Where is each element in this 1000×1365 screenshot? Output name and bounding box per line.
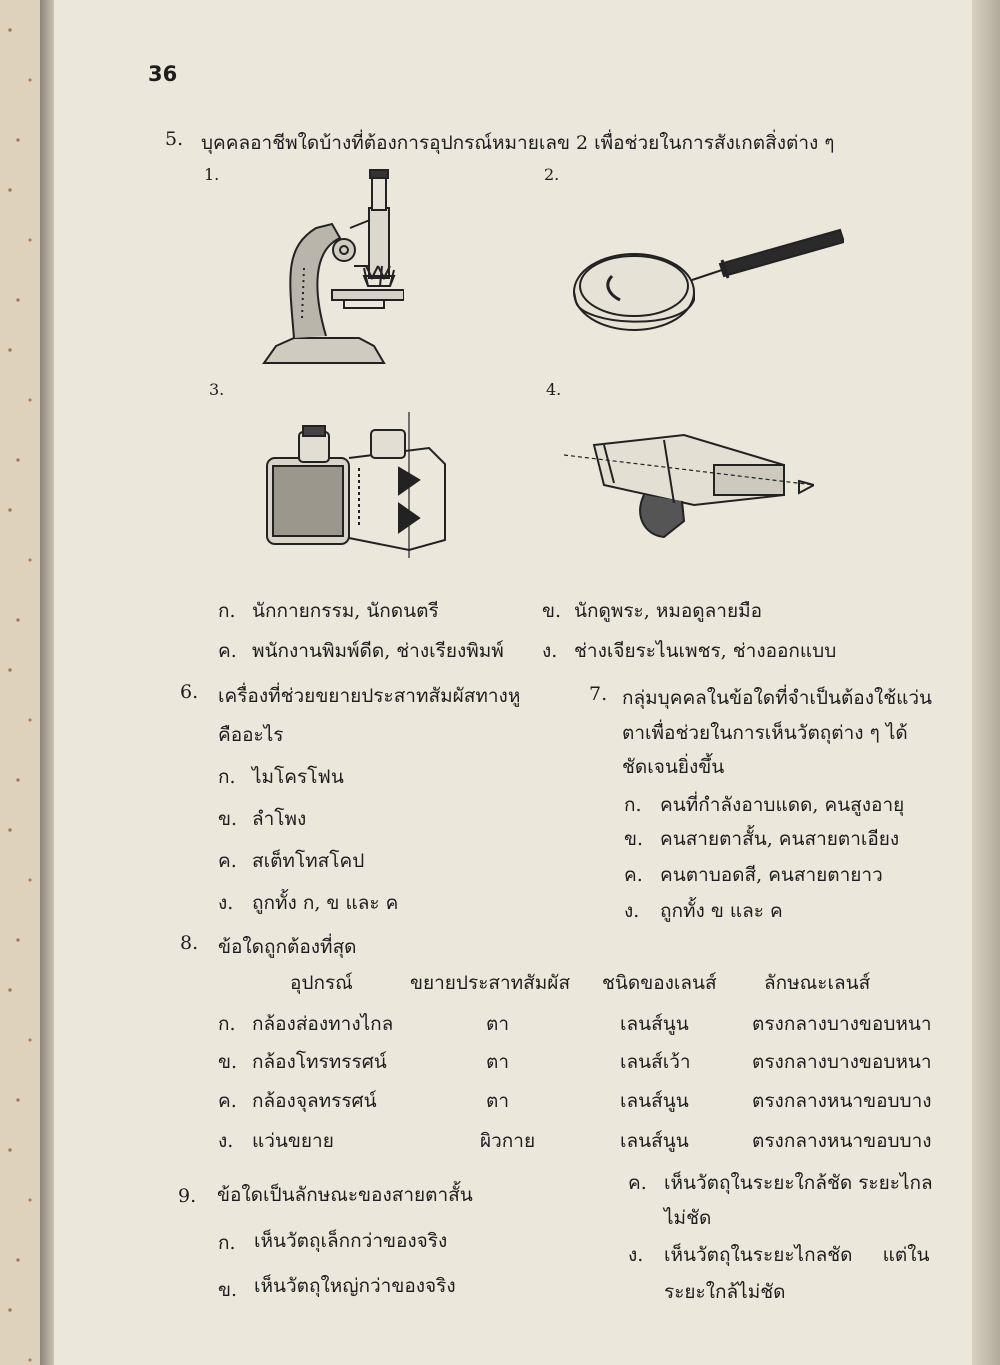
q8-row-a-sense: ตา (486, 1013, 510, 1035)
q8-row-d-device: แว่นขยาย (252, 1130, 334, 1152)
q8-number: 8. (180, 932, 199, 954)
q8-row-d-sense: ผิวกาย (480, 1130, 536, 1152)
q8-row-d-letter: ง. (218, 1130, 234, 1152)
q7-choice-b-letter: ข. (624, 828, 644, 850)
figure-label-3: 3. (209, 380, 225, 399)
q8-row-c-device: กล้องจุลทรรศน์ (252, 1090, 377, 1112)
q5-text: บุคคลอาชีพใดบ้างที่ต้องการอุปกรณ์หมายเลข 2 เพื่อช่วยในการสังเกตสิ่งต่าง ๆ (201, 132, 835, 154)
q8-row-c-feature: ตรงกลางหนาขอบบาง (752, 1090, 932, 1112)
q7-choice-d-text: ถูกทั้ง ข และ ค (660, 900, 783, 922)
q7-choice-c-letter: ค. (624, 864, 643, 886)
q8-row-c-letter: ค. (218, 1090, 237, 1112)
q9-choice-b-text: เห็นวัตถุใหญ่กว่าของจริง (254, 1275, 456, 1297)
q9-choice-c-line2: ไม่ชัด (664, 1207, 712, 1229)
q5-choice-c-letter: ค. (218, 640, 237, 662)
figure-label-1: 1. (204, 165, 220, 184)
magnifying-glass-icon (572, 220, 844, 340)
q6-choice-a-text: ไมโครโฟน (252, 766, 344, 788)
q9-choice-b-letter: ข. (218, 1279, 238, 1301)
q5-choice-b-text: นักดูพระ, หมอดูลายมือ (574, 600, 763, 622)
q5-choice-d-letter: ง. (542, 640, 558, 662)
q8-header-lens: ชนิดของเลนส์ (602, 972, 717, 994)
q9-choice-a-letter: ก. (218, 1232, 236, 1254)
q8-row-d-feature: ตรงกลางหนาขอบบาง (752, 1130, 932, 1152)
q9-choice-d-letter: ง. (628, 1244, 644, 1266)
q5-choice-b-letter: ข. (542, 600, 562, 622)
q5-choice-d-text: ช่างเจียระไนเพชร, ช่างออกแบบ (574, 640, 837, 662)
q8-row-b-lens: เลนส์เว้า (620, 1051, 691, 1073)
q7-choice-b-text: คนสายตาสั้น, คนสายตาเอียง (660, 828, 900, 850)
q9-choice-a-text: เห็นวัตถุเล็กกว่าของจริง (254, 1230, 448, 1252)
q8-header-sense: ขยายประสาทสัมผัส (410, 972, 571, 994)
q8-header-device: อุปกรณ์ (290, 972, 353, 994)
q5-choice-c-text: พนักงานพิมพ์ดีด, ช่างเรียงพิมพ์ (252, 640, 504, 662)
q8-row-a-lens: เลนส์นูน (620, 1013, 689, 1035)
document-page (54, 0, 972, 1365)
q8-row-a-device: กล้องส่องทางไกล (252, 1013, 394, 1035)
q6-number: 6. (180, 681, 199, 703)
q8-row-a-letter: ก. (218, 1013, 236, 1035)
q9-choice-c-letter: ค. (628, 1172, 647, 1194)
q6-choice-d-letter: ง. (218, 892, 234, 914)
binoculars-icon (259, 408, 449, 558)
q8-row-b-sense: ตา (486, 1051, 510, 1073)
q6-choice-a-letter: ก. (218, 766, 236, 788)
q7-choice-a-letter: ก. (624, 794, 642, 816)
q8-row-b-device: กล้องโทรทรรศน์ (252, 1051, 387, 1073)
q8-row-c-sense: ตา (486, 1090, 510, 1112)
q8-row-b-feature: ตรงกลางบางขอบหนา (752, 1051, 932, 1073)
q6-choice-d-text: ถูกทั้ง ก, ข และ ค (252, 892, 399, 914)
q8-text: ข้อใดถูกต้องที่สุด (218, 936, 357, 958)
q9-text: ข้อใดเป็นลักษณะของสายตาสั้น (217, 1184, 473, 1206)
q8-row-a-feature: ตรงกลางบางขอบหนา (752, 1013, 932, 1035)
page-number: 36 (148, 62, 178, 86)
q8-header-feature: ลักษณะเลนส์ (764, 972, 871, 994)
q7-choice-d-letter: ง. (624, 900, 640, 922)
q8-row-d-lens: เลนส์นูน (620, 1130, 689, 1152)
q7-choice-a-text: คนที่กำลังอาบแดด, คนสูงอายุ (660, 794, 905, 816)
microscope-icon (254, 168, 404, 378)
q8-row-c-lens: เลนส์นูน (620, 1090, 689, 1112)
q7-number: 7. (589, 683, 608, 705)
q6-choice-b-letter: ข. (218, 808, 238, 830)
q5-number: 5. (165, 128, 184, 150)
q7-line3: ชัดเจนยิ่งขึ้น (622, 756, 725, 778)
q6-choice-b-text: ลำโพง (252, 808, 307, 830)
q5-choice-a-letter: ก. (218, 600, 236, 622)
q6-line2: คืออะไร (218, 724, 284, 746)
q6-line1: เครื่องที่ช่วยขยายประสาทสัมผัสทางหู (218, 685, 521, 707)
q9-choice-d-line1: เห็นวัตถุในระยะไกลชัด แต่ใน (664, 1244, 930, 1266)
q6-choice-c-letter: ค. (218, 850, 237, 872)
q9-number: 9. (178, 1185, 197, 1207)
q5-choice-a-text: นักกายกรรม, นักดนตรี (252, 600, 439, 622)
telescope-icon (564, 425, 814, 545)
page-edge-right (972, 0, 1000, 1365)
q7-line2: ตาเพื่อช่วยในการเห็นวัตถุต่าง ๆ ได้ (622, 722, 908, 744)
q9-choice-c-line1: เห็นวัตถุในระยะใกล้ชัด ระยะไกล (664, 1172, 933, 1194)
figure-label-2: 2. (544, 165, 560, 184)
page-fold-shadow (40, 0, 54, 1365)
q7-line1: กลุ่มบุคคลในข้อใดที่จำเป็นต้องใช้แว่น (622, 687, 933, 709)
q9-choice-d-line2: ระยะใกล้ไม่ชัด (664, 1281, 786, 1303)
q7-choice-c-text: คนตาบอดสี, คนสายตายาว (660, 864, 883, 886)
figure-label-4: 4. (546, 380, 562, 399)
q8-row-b-letter: ข. (218, 1051, 238, 1073)
q6-choice-c-text: สเต็ทโทสโคป (252, 850, 365, 872)
